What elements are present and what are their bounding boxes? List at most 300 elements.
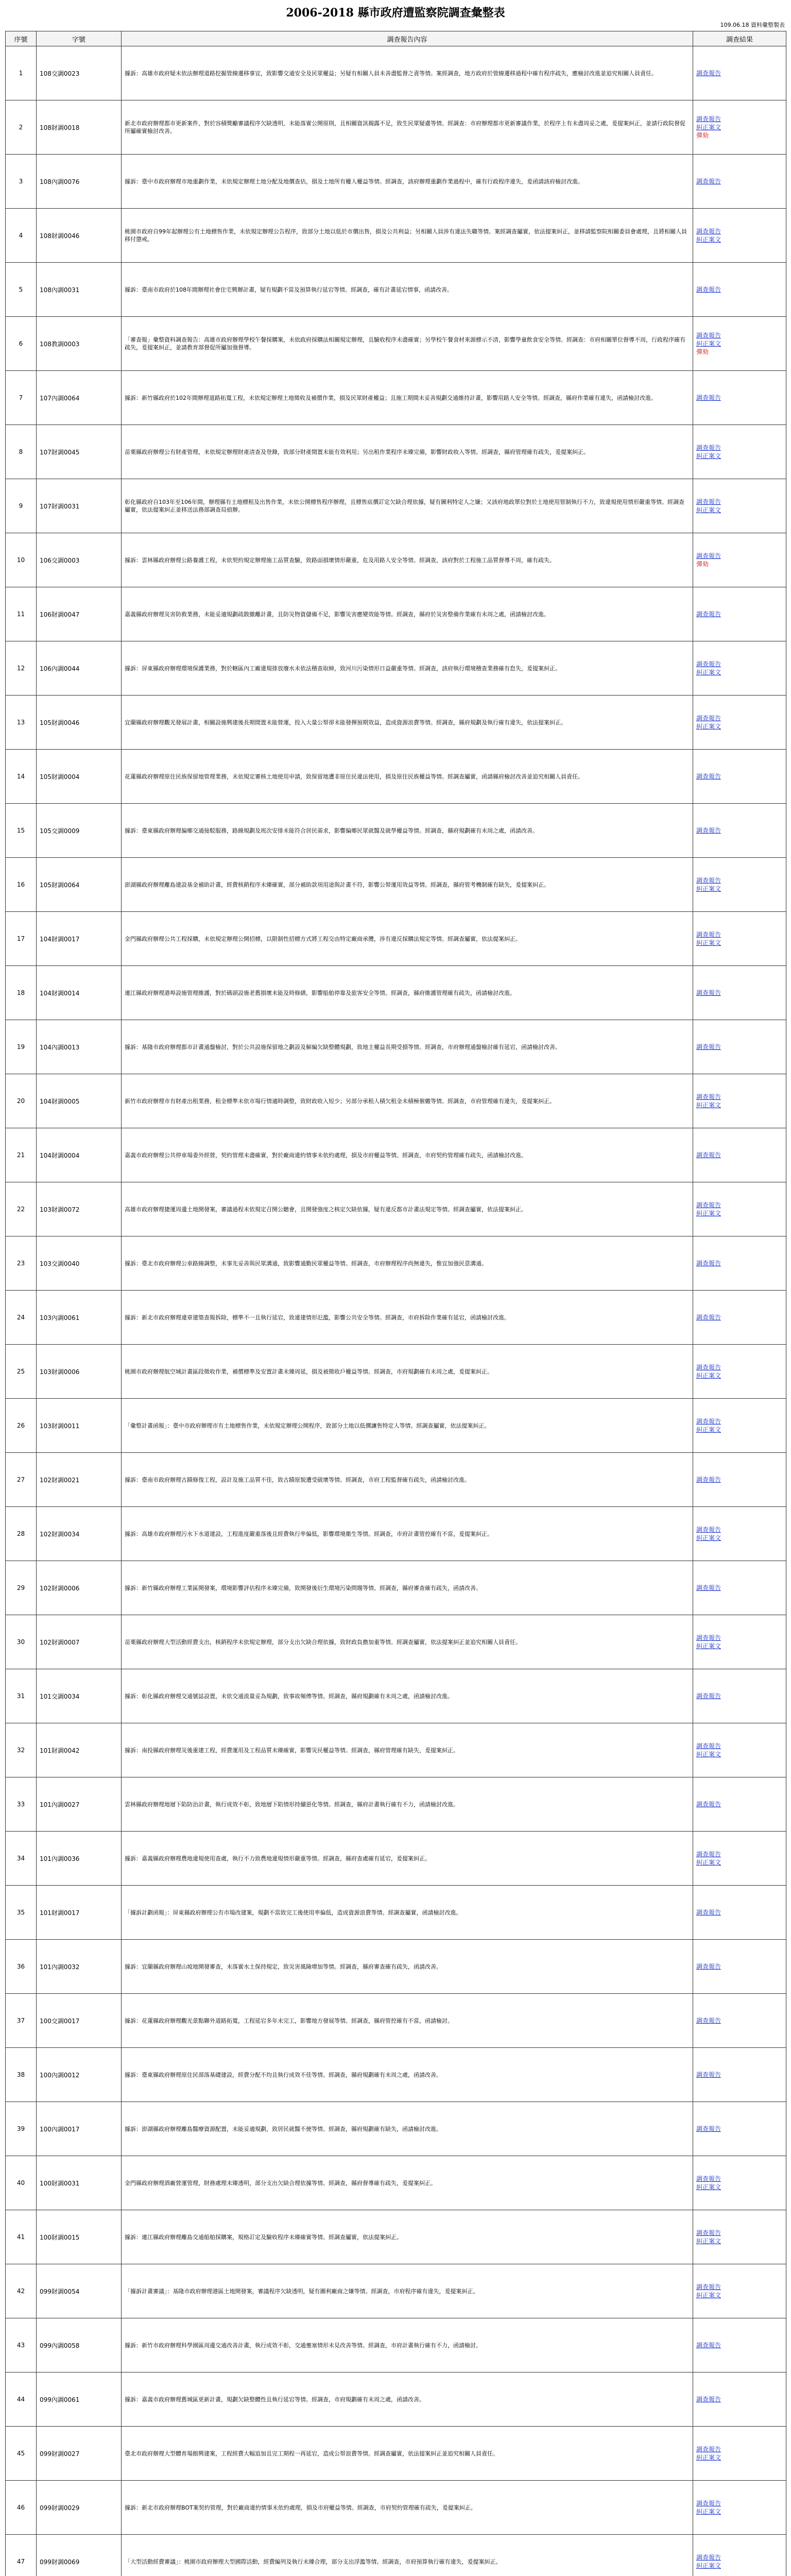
correction-link[interactable]: 糾正案文	[696, 2238, 721, 2245]
report-link[interactable]: 調查報告	[696, 1851, 721, 1858]
report-link[interactable]: 調查報告	[696, 1201, 721, 1209]
report-summary: 據訴：新北市政府辦理違章建築查報拆除，標準不一且執行延宕，致違建情形氾濫，影響公共安全等情。經調查，市府拆除作業確有延宕，函請檢討改進。	[125, 1314, 510, 1321]
result-cell	[693, 317, 786, 371]
column-header-index: 序號	[6, 31, 37, 46]
report-summary: 據訴：基隆市政府辦理都市計畫通盤檢討，對於公共設施保留地之劃設及解編欠缺整體規劃，致地主權益長期受損等情。經調查，市府辦理通盤檢討確有延宕，函請檢討改善。	[125, 1043, 561, 1050]
row-index: 24	[6, 1291, 37, 1345]
table-row	[6, 641, 786, 696]
correction-link[interactable]: 糾正案文	[696, 124, 721, 131]
case-number: 101內調0032	[37, 1940, 122, 1994]
result-cell	[693, 1723, 786, 1777]
report-link[interactable]: 調查報告	[696, 2125, 721, 2132]
report-summary-cell	[122, 1345, 693, 1399]
row-index: 12	[6, 641, 37, 696]
case-number: 099財調0069	[37, 2535, 122, 2576]
table-row	[6, 1669, 786, 1723]
report-summary: 雲林縣政府辦理地層下陷防治計畫，執行成效不彰，致地層下陷情形持續惡化等情。經調查，縣府計畫執行確有不力，函請檢討改進。	[125, 1801, 459, 1808]
case-number: 103財調0072	[37, 1182, 122, 1236]
table-row	[6, 2481, 786, 2535]
report-summary: 據訴：屏東縣政府辦理環境保護業務，對於轄區內工廠違規排放廢水未依法稽查取締，致河川污染情形日益嚴重等情。經調查，該府執行環境稽查業務確有怠失，爰提案糾正。	[125, 665, 561, 672]
row-index: 4	[6, 209, 37, 263]
case-number: 101內調0027	[37, 1777, 122, 1832]
case-number: 108財調0046	[37, 209, 122, 263]
result-cell	[693, 696, 786, 750]
case-number: 100財調0015	[37, 2210, 122, 2264]
report-link[interactable]: 調查報告	[696, 70, 721, 77]
case-number: 104財調0004	[37, 1128, 122, 1182]
table-row	[6, 371, 786, 425]
report-link[interactable]: 調查報告	[696, 228, 721, 235]
result-cell	[693, 1832, 786, 1886]
report-summary-cell	[122, 263, 693, 317]
result-cell	[693, 533, 786, 587]
row-index: 6	[6, 317, 37, 371]
correction-link[interactable]: 糾正案文	[696, 1751, 721, 1758]
correction-link[interactable]: 糾正案文	[696, 506, 721, 514]
row-index: 23	[6, 1236, 37, 1291]
table-row	[6, 2535, 786, 2576]
table-row	[6, 587, 786, 641]
result-cell	[693, 2048, 786, 2102]
case-number: 100財調0031	[37, 2156, 122, 2210]
report-link[interactable]: 調查報告	[696, 2554, 721, 2561]
report-summary: 據訴：雲林縣政府辦理公路養護工程，未依契約規定辦理施工品質查驗，致路面損壞情形嚴重，危及用路人安全等情。經調查，該府對於工程施工品質督導不周，確有疏失。	[125, 556, 555, 564]
correction-link[interactable]: 糾正案文	[696, 2292, 721, 2299]
table-row	[6, 2372, 786, 2427]
report-summary-cell	[122, 1940, 693, 1994]
column-header-case-number: 字號	[37, 31, 122, 46]
row-index: 7	[6, 371, 37, 425]
report-summary-cell	[122, 750, 693, 804]
row-index: 10	[6, 533, 37, 587]
column-header-summary: 調查報告內容	[122, 31, 693, 46]
correction-link[interactable]: 糾正案文	[696, 1642, 721, 1650]
report-summary: 臺北市政府辦理大型體育場館興建案，工程經費大幅追加且完工期程一再延宕，造成公帑浪費等情。經調查屬實，依法提案糾正並追究相關人員責任。	[125, 2450, 498, 2457]
case-number: 103財調0006	[37, 1345, 122, 1399]
report-summary-cell	[122, 1128, 693, 1182]
report-summary-cell	[122, 100, 693, 155]
case-number: 107內調0064	[37, 371, 122, 425]
result-cell	[693, 804, 786, 858]
report-summary-cell	[122, 966, 693, 1020]
row-index: 11	[6, 587, 37, 641]
row-index: 44	[6, 2372, 37, 2427]
report-summary-cell	[122, 1453, 693, 1507]
report-link[interactable]: 調查報告	[696, 1963, 721, 1970]
report-summary: 「審查報」彙整資料調查報告：高雄市政府辦理學校午餐採購案，未依政府採購法相關規定辦理，且驗收程序未盡確實；另學校午餐食材來源標示不清，影響學童飲食安全等情。經調查：市府相關單位督導不周，行政程序確有疏失，爰提案糾正，並請教育部督促所屬加強督導。	[125, 336, 685, 351]
table-row	[6, 1345, 786, 1399]
case-number: 103財調0011	[37, 1399, 122, 1453]
case-number: 099內調0058	[37, 2318, 122, 2372]
case-number: 104財調0014	[37, 966, 122, 1020]
report-summary: 桃園市政府自99年起辦理公有土地標售作業，未依規定辦理公告程序，致部分土地以低於市價出售，損及公共利益；另相關人員涉有違法失職等情。案經調查屬實，依法提案糾正，並移請監察院相關委員會處理，且將相關人員移付懲戒。	[125, 228, 687, 243]
report-summary-cell	[122, 2048, 693, 2102]
report-summary-cell	[122, 1723, 693, 1777]
row-index: 38	[6, 2048, 37, 2102]
update-date: 109.06.18 資料彙整製表	[720, 22, 785, 28]
result-cell	[693, 587, 786, 641]
case-number: 108內調0031	[37, 263, 122, 317]
table-row	[6, 912, 786, 966]
result-cell	[693, 2156, 786, 2210]
result-cell	[693, 2481, 786, 2535]
result-cell	[693, 1615, 786, 1669]
report-summary-cell	[122, 912, 693, 966]
case-number: 101財調0042	[37, 1723, 122, 1777]
report-link[interactable]: 調查報告	[696, 115, 721, 123]
report-link[interactable]: 調查報告	[696, 2500, 721, 2507]
report-link[interactable]: 調查報告	[696, 715, 721, 722]
report-summary: 嘉義縣政府辦理災害防救業務，未能妥適規劃疏散撤離計畫，且防災物資儲備不足，影響災害應變效能等情。經調查，縣府於災害整備作業確有未周之處，函請檢討改進。	[125, 611, 549, 618]
table-body	[6, 46, 786, 2576]
report-link[interactable]: 調查報告	[696, 2229, 721, 2236]
correction-link[interactable]: 糾正案文	[696, 939, 721, 946]
report-summary: 據訴：嘉義市政府辦理舊城區更新計畫，規劃欠缺整體性且執行延宕等情。經調查，市府規劃確有未周之處，函請改善。	[125, 2396, 425, 2403]
report-summary-cell	[122, 46, 693, 100]
report-summary-cell	[122, 533, 693, 587]
row-index: 18	[6, 966, 37, 1020]
correction-link[interactable]: 糾正案文	[696, 1534, 721, 1541]
report-summary-cell	[122, 1182, 693, 1236]
report-link[interactable]: 調查報告	[696, 1692, 721, 1700]
result-cell	[693, 1561, 786, 1615]
correction-link[interactable]: 糾正案文	[696, 1210, 721, 1217]
report-link[interactable]: 調查報告	[696, 444, 721, 451]
report-summary: 據訴：高雄市政府疑未依法辦理道路挖掘管線遷移事宜，致影響交通安全及民眾權益；另疑有相關人員未善盡監督之責等情。案經調查，地方政府於管線遷移過程中確有程序疏失，應檢討改進並追究相關人員責任。	[125, 70, 657, 77]
report-summary-cell	[122, 1561, 693, 1615]
report-link[interactable]: 調查報告	[696, 1418, 721, 1425]
row-index: 17	[6, 912, 37, 966]
report-summary-cell	[122, 1832, 693, 1886]
report-summary-cell	[122, 209, 693, 263]
correction-link[interactable]: 糾正案文	[696, 885, 721, 892]
correction-link[interactable]: 糾正案文	[696, 2454, 721, 2461]
correction-link[interactable]: 糾正案文	[696, 669, 721, 676]
case-number: 099財調0029	[37, 2481, 122, 2535]
report-link[interactable]: 調查報告	[696, 989, 721, 996]
case-number: 106內調0044	[37, 641, 122, 696]
case-number: 103交調0040	[37, 1236, 122, 1291]
result-cell	[693, 912, 786, 966]
impeachment-tag: 彈劾	[696, 348, 709, 355]
report-summary: 據訴：嘉義縣政府辦理農地違規使用查處，執行不力致農地違規情形嚴重等情。經調查，縣府查處確有延宕，爰提案糾正。	[125, 1855, 431, 1862]
case-number: 100交調0017	[37, 1994, 122, 2048]
report-summary: 苗栗縣政府辦理大型活動經費支出，核銷程序未依規定辦理，部分支出欠缺合理依據，致財政負擔加重等情。經調查屬實，依法提案糾正並追究相關人員責任。	[125, 1638, 521, 1646]
table-row	[6, 1128, 786, 1182]
row-index: 36	[6, 1940, 37, 1994]
table-row	[6, 533, 786, 587]
case-number: 101交調0034	[37, 1669, 122, 1723]
case-number: 105財調0046	[37, 696, 122, 750]
table-row	[6, 696, 786, 750]
case-number: 106財調0047	[37, 587, 122, 641]
report-summary-cell	[122, 2102, 693, 2156]
impeachment-tag: 彈劾	[696, 132, 709, 139]
table-row	[6, 1886, 786, 1940]
report-link[interactable]: 調查報告	[696, 1260, 721, 1267]
table-row	[6, 479, 786, 533]
table-row	[6, 263, 786, 317]
row-index: 21	[6, 1128, 37, 1182]
report-link[interactable]: 調查報告	[696, 773, 721, 780]
report-summary: 新竹市政府辦理市有財產出租業務，租金標準未依市場行情適時調整，致財政收入短少；另部分承租人積欠租金未積極催繳等情。經調查，市府管理確有違失，爰提案糾正。	[125, 1097, 555, 1105]
report-link[interactable]: 調查報告	[696, 1476, 721, 1483]
report-summary-cell	[122, 2210, 693, 2264]
report-summary-cell	[122, 2427, 693, 2481]
report-summary-cell	[122, 479, 693, 533]
table-row	[6, 1182, 786, 1236]
row-index: 9	[6, 479, 37, 533]
table-row	[6, 1453, 786, 1507]
row-index: 31	[6, 1669, 37, 1723]
correction-link[interactable]: 糾正案文	[696, 1372, 721, 1379]
report-summary-cell	[122, 1020, 693, 1074]
table-row	[6, 209, 786, 263]
row-index: 25	[6, 1345, 37, 1399]
table-row	[6, 317, 786, 371]
table-row	[6, 46, 786, 100]
report-summary: 據訴：臺中市政府辦理市地重劃作業，未依規定辦理土地分配及地價查估，損及土地所有權人權益等情。經調查，該府辦理重劃作業過程中，確有行政程序違失，爰函請該府檢討改進。	[125, 178, 583, 185]
report-link[interactable]: 調查報告	[696, 2071, 721, 2078]
result-cell	[693, 1777, 786, 1832]
report-link[interactable]: 調查報告	[696, 498, 721, 505]
report-link[interactable]: 調查報告	[696, 1093, 721, 1100]
report-summary-cell	[122, 2318, 693, 2372]
result-cell	[693, 1669, 786, 1723]
result-cell	[693, 641, 786, 696]
table-row	[6, 425, 786, 479]
report-summary-cell	[122, 1074, 693, 1128]
report-link[interactable]: 調查報告	[696, 1634, 721, 1641]
report-link[interactable]: 調查報告	[696, 1043, 721, 1050]
table-row	[6, 1561, 786, 1615]
table-row	[6, 100, 786, 155]
row-index: 19	[6, 1020, 37, 1074]
correction-link[interactable]: 糾正案文	[696, 723, 721, 730]
table-row	[6, 1940, 786, 1994]
report-link[interactable]: 調查報告	[696, 1364, 721, 1371]
report-link[interactable]: 調查報告	[696, 1584, 721, 1591]
row-index: 16	[6, 858, 37, 912]
report-link[interactable]: 調查報告	[696, 931, 721, 938]
row-index: 1	[6, 46, 37, 100]
row-index: 40	[6, 2156, 37, 2210]
report-link[interactable]: 調查報告	[696, 1909, 721, 1916]
table-row	[6, 2210, 786, 2264]
report-summary: 高雄市政府辦理捷運周邊土地開發案，審議過程未依規定召開公聽會，且開發強度之核定欠缺依據，疑有違反都市計畫法規定等情。經調查屬實，依法提案糾正。	[125, 1206, 527, 1213]
table-row	[6, 2102, 786, 2156]
result-cell	[693, 1236, 786, 1291]
report-link[interactable]: 調查報告	[696, 1526, 721, 1533]
report-summary-cell	[122, 1994, 693, 2048]
report-summary: 金門縣政府辦理公共工程採購，未依規定辦理公開招標，以限制性招標方式將工程交由特定廠商承攬，涉有違反採購法規定等情。經調查屬實，依法提案糾正。	[125, 935, 521, 942]
report-summary-cell	[122, 2372, 693, 2427]
result-cell	[693, 1182, 786, 1236]
result-cell	[693, 46, 786, 100]
row-index: 33	[6, 1777, 37, 1832]
report-summary: 「彙整計畫函報」：臺中市政府辦理市有土地標售作業，未依規定辦理公開程序，致部分土地以低價讓售特定人等情。經調查屬實，依法提案糾正。	[125, 1422, 490, 1429]
report-link[interactable]: 調查報告	[696, 2342, 721, 2349]
case-number: 100內調0017	[37, 2102, 122, 2156]
report-link[interactable]: 調查報告	[696, 2283, 721, 2291]
report-link[interactable]: 調查報告	[696, 2446, 721, 2453]
result-cell	[693, 1886, 786, 1940]
report-link[interactable]: 調查報告	[696, 1314, 721, 1321]
case-number: 108財調0018	[37, 100, 122, 155]
report-link[interactable]: 調查報告	[696, 178, 721, 185]
report-summary: 連江縣政府辦理港埠設施管理維護，對於碼頭設施老舊損壞未能及時修繕，影響船舶停靠及旅客安全等情。經調查，縣府維護管理確有疏失，函請檢討改進。	[125, 989, 515, 996]
report-summary: 「據訴計畫審議」：基隆市政府辦理港區土地開發案，審議程序欠缺透明，疑有圖利廠商之嫌等情。經調查，市府程序確有違失，爰提案糾正。	[125, 2287, 479, 2295]
report-link[interactable]: 調查報告	[696, 286, 721, 293]
report-summary: 據訴：臺東縣政府辦理偏鄉交通接駁服務，路線規劃及班次安排未能符合居民需求，影響偏鄉民眾就醫及就學權益等情。經調查，縣府規劃確有未周之處，函請改善。	[125, 827, 538, 834]
report-summary: 據訴：新竹縣政府於102年間辦理道路拓寬工程，未依規定辦理土地徵收及補償作業，損及民眾財產權益；且施工期間未妥善規劃交通維持計畫，影響用路人安全等情。經調查，縣府作業確有違失，函請檢討改進。	[125, 394, 657, 401]
report-summary: 金門縣政府辦理酒廠營運管理，財務處理未臻透明，部分支出欠缺合理依據等情。經調查，縣府督導確有疏失，爰提案糾正。	[125, 2179, 436, 2187]
report-link[interactable]: 調查報告	[696, 827, 721, 834]
report-link[interactable]: 調查報告	[696, 332, 721, 339]
table-row	[6, 2427, 786, 2481]
report-summary-cell	[122, 1777, 693, 1832]
correction-link[interactable]: 糾正案文	[696, 340, 721, 347]
case-number: 105財調0004	[37, 750, 122, 804]
row-index: 32	[6, 1723, 37, 1777]
report-summary-cell	[122, 425, 693, 479]
report-summary: 據訴：新北市政府辦理BOT案契約管理，對於廠商違約情事未依約處理，損及市府權益等情。經調查，市府契約管理確有疏失，爰提案糾正。	[125, 2504, 476, 2511]
result-cell	[693, 750, 786, 804]
table-row	[6, 2048, 786, 2102]
report-summary-cell	[122, 1615, 693, 1669]
result-cell	[693, 2102, 786, 2156]
result-cell	[693, 2318, 786, 2372]
row-index: 41	[6, 2210, 37, 2264]
case-number: 104財調0005	[37, 1074, 122, 1128]
row-index: 3	[6, 155, 37, 209]
correction-link[interactable]: 糾正案文	[696, 1426, 721, 1433]
report-summary-cell	[122, 2264, 693, 2318]
report-link[interactable]: 調查報告	[696, 1742, 721, 1750]
table-row	[6, 155, 786, 209]
report-summary: 據訴：南投縣政府辦理災後重建工程，經費運用及工程品質未臻確實，影響災民權益等情。經調查，縣府管理確有缺失，爰提案糾正。	[125, 1747, 459, 1754]
report-link[interactable]: 調查報告	[696, 2017, 721, 2024]
case-number: 102財調0007	[37, 1615, 122, 1669]
report-summary-cell	[122, 587, 693, 641]
row-index: 47	[6, 2535, 37, 2576]
report-link[interactable]: 調查報告	[696, 1151, 721, 1159]
report-summary: 據訴：高雄市政府辦理污水下水道建設，工程進度嚴重落後且經費執行率偏低，影響環境衛生等情。經調查，市府計畫管控確有不當，爰提案糾正。	[125, 1530, 493, 1537]
case-number: 107財調0045	[37, 425, 122, 479]
correction-link[interactable]: 糾正案文	[696, 452, 721, 460]
report-summary: 據訴：花蓮縣政府辦理觀光景點聯外道路拓寬，工程延宕多年未完工，影響地方發展等情。經調查，縣府管控確有不當，函請檢討。	[125, 2017, 453, 2024]
report-link[interactable]: 調查報告	[696, 877, 721, 884]
result-cell	[693, 2372, 786, 2427]
result-cell	[693, 155, 786, 209]
report-link[interactable]: 調查報告	[696, 1801, 721, 1808]
page-title: 2006-2018 縣市政府遭監察院調查彙整表	[286, 6, 505, 20]
case-number: 099財調0054	[37, 2264, 122, 2318]
table-row	[6, 2318, 786, 2372]
row-index: 45	[6, 2427, 37, 2481]
table-row	[6, 804, 786, 858]
report-summary: 彰化縣政府自103年至106年間，辦理縣有土地標租及出售作業，未依公開標售程序辦理，且標售底價訂定欠缺合理依據，疑有圖利特定人之嫌；又該府地政單位對於土地使用管制執行不力，致違規使用情形嚴重等情。經調查屬實，依法提案糾正並移送法務部調查局偵辦。	[125, 499, 684, 513]
result-cell	[693, 966, 786, 1020]
row-index: 2	[6, 100, 37, 155]
case-number: 106交調0003	[37, 533, 122, 587]
report-summary-cell	[122, 1669, 693, 1723]
table-row	[6, 1074, 786, 1128]
report-link[interactable]: 調查報告	[696, 611, 721, 618]
case-number: 099內調0061	[37, 2372, 122, 2427]
result-cell	[693, 2210, 786, 2264]
report-summary: 據訴：宜蘭縣政府辦理山坡地開發審查，未落實水土保持規定，致災害風險增加等情。經調查，縣府審查確有疏失，函請改善。	[125, 1963, 442, 1970]
table-row	[6, 1777, 786, 1832]
row-index: 34	[6, 1832, 37, 1886]
report-link[interactable]: 調查報告	[696, 660, 721, 668]
report-summary: 據訴：連江縣政府辦理離島交通船舶採購案，規格訂定及驗收程序未臻確實等情。經調查屬實，依法提案糾正。	[125, 2233, 402, 2241]
row-index: 8	[6, 425, 37, 479]
table-row	[6, 2156, 786, 2210]
result-cell	[693, 100, 786, 155]
report-link[interactable]: 調查報告	[696, 552, 721, 560]
result-cell	[693, 425, 786, 479]
result-cell	[693, 2535, 786, 2576]
report-link[interactable]: 調查報告	[696, 2175, 721, 2182]
case-number: 100內調0012	[37, 2048, 122, 2102]
row-index: 29	[6, 1561, 37, 1615]
report-summary: 「大型活動經費審議」：桃園市政府辦理大型國際活動，經費編列及執行未臻合理，部分支出浮濫等情。經調查，市府預算執行確有違失，爰提案糾正。	[125, 2558, 502, 2565]
result-cell	[693, 1291, 786, 1345]
case-number: 107財調0031	[37, 479, 122, 533]
table-row	[6, 1020, 786, 1074]
result-cell	[693, 1940, 786, 1994]
result-cell	[693, 2427, 786, 2481]
table-row	[6, 1236, 786, 1291]
row-index: 43	[6, 2318, 37, 2372]
row-index: 22	[6, 1182, 37, 1236]
table-row	[6, 750, 786, 804]
report-summary: 據訴：臺東縣政府辦理原住民部落基礎建設，經費分配不均且執行成效不佳等情。經調查，縣府規劃確有未周之處，函請改善。	[125, 2071, 442, 2078]
report-summary: 據訴：彰化縣政府辦理交通號誌設置，未依交通流量妥為規劃，致事故頻傳等情。經調查，縣府規劃確有未周之處，函請檢討改進。	[125, 1692, 453, 1700]
correction-link[interactable]: 糾正案文	[696, 2562, 721, 2569]
result-cell	[693, 2264, 786, 2318]
report-link[interactable]: 調查報告	[696, 2396, 721, 2403]
row-index: 42	[6, 2264, 37, 2318]
correction-link[interactable]: 糾正案文	[696, 236, 721, 243]
correction-link[interactable]: 糾正案文	[696, 1101, 721, 1109]
report-summary: 據訴：臺南市政府於108年間辦理社會住宅興辦計畫，疑有規劃不當及預算執行延宕等情。經調查，確有計畫延宕情事，函請改善。	[125, 286, 453, 293]
case-number: 101財調0017	[37, 1886, 122, 1940]
report-summary-cell	[122, 2156, 693, 2210]
investigation-table	[5, 31, 786, 2576]
report-link[interactable]: 調查報告	[696, 394, 721, 401]
result-cell	[693, 1399, 786, 1453]
row-index: 46	[6, 2481, 37, 2535]
result-cell	[693, 263, 786, 317]
case-number: 102財調0021	[37, 1453, 122, 1507]
report-summary: 據訴：澎湖縣政府辦理離島醫療資源配置，未能妥適規劃，致居民就醫不便等情。經調查，縣府規劃確有缺失，函請檢討改進。	[125, 2125, 442, 2132]
correction-link[interactable]: 糾正案文	[696, 2183, 721, 2191]
row-index: 26	[6, 1399, 37, 1453]
report-summary-cell	[122, 1507, 693, 1561]
row-index: 35	[6, 1886, 37, 1940]
case-number: 103內調0061	[37, 1291, 122, 1345]
report-summary: 澎湖縣政府辦理離島建設基金補助計畫，經費核銷程序未臻確實，部分補助款項用途與計畫不符，影響公帑運用效益等情。經調查，縣府管考機制確有缺失，爰提案糾正。	[125, 881, 549, 888]
row-index: 15	[6, 804, 37, 858]
row-index: 14	[6, 750, 37, 804]
table-row	[6, 1291, 786, 1345]
row-index: 30	[6, 1615, 37, 1669]
correction-link[interactable]: 糾正案文	[696, 1859, 721, 1866]
case-number: 108教調0003	[37, 317, 122, 371]
correction-link[interactable]: 糾正案文	[696, 2508, 721, 2515]
